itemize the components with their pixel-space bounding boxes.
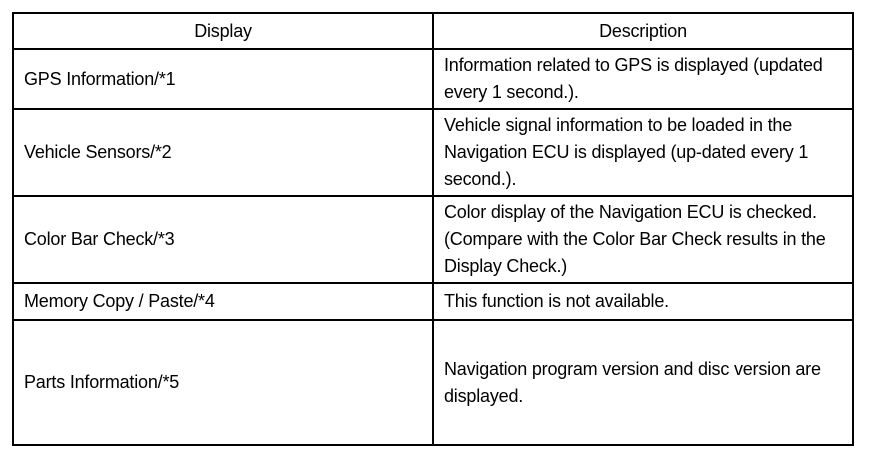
row-5-description-text: Navigation program version and disc version are displayed. [444, 358, 821, 406]
row-3-display: Color Bar Check/*3 [14, 197, 434, 284]
row-2-display: Vehicle Sensors/*2 [14, 110, 434, 197]
row-4-description-text: This function is not available. [444, 291, 669, 311]
row-1-description [434, 50, 852, 110]
header-display: Display [14, 14, 434, 50]
row-4-description [434, 284, 852, 321]
row-5-display: Parts Information/*5 [14, 321, 434, 444]
header-description: Description [434, 14, 852, 50]
row-2-description-text: Vehicle signal information to be loaded in the Navigation ECU is displayed (up-dated every 1 second.). [444, 115, 809, 189]
row-5-description [434, 321, 852, 444]
row-3-description-text: Color display of the Navigation ECU is checked. (Compare with the Color Bar Check results in the Display Check.) [444, 202, 826, 276]
row-2-description [434, 110, 852, 197]
row-1-description-text: Information related to GPS is displayed (updated every 1 second.). [444, 55, 823, 102]
row-4-display: Memory Copy / Paste/*4 [14, 284, 434, 321]
row-1-display: GPS Information/*1 [14, 50, 434, 110]
display-description-table [12, 12, 854, 446]
row-3-description [434, 197, 852, 284]
